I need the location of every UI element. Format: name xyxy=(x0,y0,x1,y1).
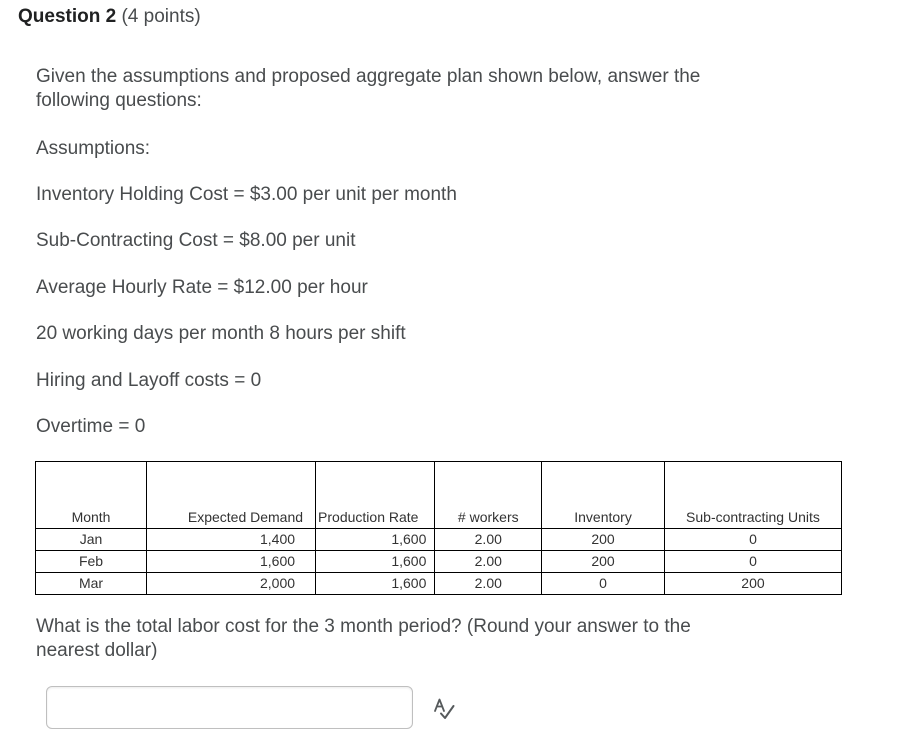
cell-inventory: 0 xyxy=(542,573,665,595)
column-header-inventory: Inventory xyxy=(542,462,665,529)
question-prompt-line-2: nearest dollar) xyxy=(36,640,158,661)
cell-subcontracting-units: 200 xyxy=(664,573,841,595)
assumption-hiring-layoff: Hiring and Layoff costs = 0 xyxy=(36,370,262,391)
cell-workers: 2.00 xyxy=(435,551,542,573)
cell-expected-demand: 2,000 xyxy=(147,573,316,595)
question-title: Question 2 xyxy=(18,6,117,27)
cell-month: Jan xyxy=(36,529,147,551)
answer-input[interactable] xyxy=(46,686,413,729)
assumption-working-days: 20 working days per month 8 hours per shift xyxy=(36,323,406,344)
assumption-hourly-rate: Average Hourly Rate = $12.00 per hour xyxy=(36,277,368,298)
cell-workers: 2.00 xyxy=(435,573,542,595)
cell-expected-demand: 1,600 xyxy=(147,551,316,573)
cell-production-rate: 1,600 xyxy=(316,573,435,595)
table-row xyxy=(36,529,842,551)
intro-line-1: Given the assumptions and proposed aggregate plan shown below, answer the xyxy=(36,66,701,87)
cell-subcontracting-units: 0 xyxy=(664,529,841,551)
column-header-subcontracting-units: Sub-contracting Units xyxy=(664,462,841,529)
spellcheck-icon-graphic xyxy=(432,697,456,721)
intro-line-2: following questions: xyxy=(36,90,202,111)
cell-expected-demand: 1,400 xyxy=(147,529,316,551)
table-row xyxy=(36,573,842,595)
aggregate-plan-table xyxy=(35,461,842,595)
cell-workers: 2.00 xyxy=(435,529,542,551)
column-header-expected-demand: Expected Demand xyxy=(147,462,316,529)
table-header-row xyxy=(36,462,842,529)
column-header-production-rate: Production Rate xyxy=(316,462,435,529)
table-row xyxy=(36,551,842,573)
cell-subcontracting-units: 0 xyxy=(664,551,841,573)
question-points: (4 points) xyxy=(121,6,201,27)
assumption-overtime: Overtime = 0 xyxy=(36,416,146,437)
question-prompt xyxy=(36,615,691,663)
cell-production-rate: 1,600 xyxy=(316,551,435,573)
intro-text xyxy=(36,65,700,113)
column-header-workers: # workers xyxy=(435,462,542,529)
spellcheck-icon[interactable] xyxy=(432,697,456,721)
cell-inventory: 200 xyxy=(542,551,665,573)
cell-month: Mar xyxy=(36,573,147,595)
assumptions-heading: Assumptions: xyxy=(36,138,151,159)
question-header xyxy=(18,6,201,28)
column-header-month: Month xyxy=(36,462,147,529)
assumption-holding-cost: Inventory Holding Cost = $3.00 per unit per month xyxy=(36,184,457,205)
cell-production-rate: 1,600 xyxy=(316,529,435,551)
assumption-subcontracting-cost: Sub-Contracting Cost = $8.00 per unit xyxy=(36,230,356,251)
question-prompt-line-1: What is the total labor cost for the 3 month period? (Round your answer to the xyxy=(36,616,691,637)
cell-month: Feb xyxy=(36,551,147,573)
cell-inventory: 200 xyxy=(542,529,665,551)
